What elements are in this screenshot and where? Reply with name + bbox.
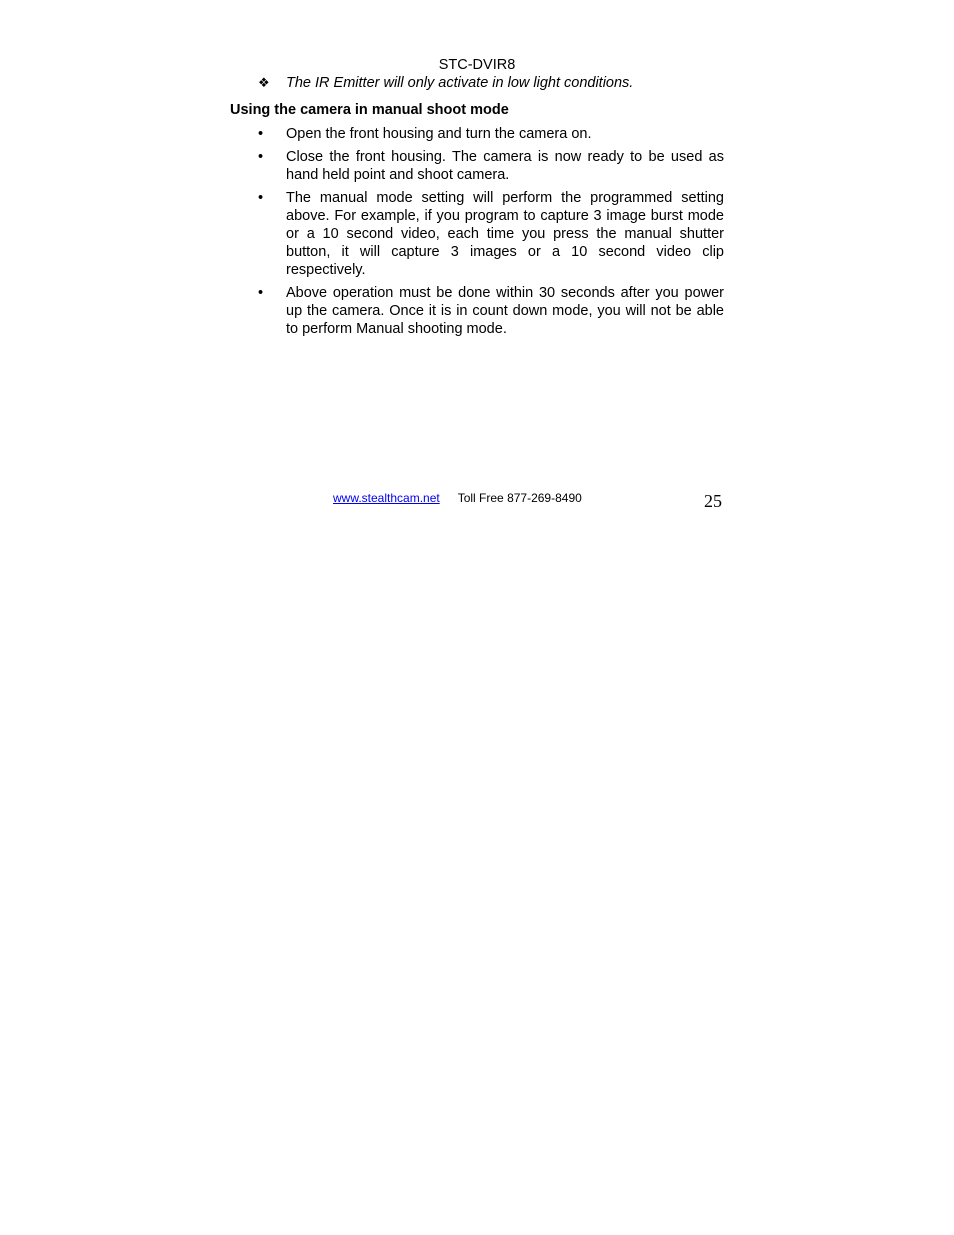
bullet-icon: • <box>258 285 264 301</box>
bullet-icon: • <box>258 190 264 206</box>
page-number: 25 <box>704 491 722 511</box>
page-footer <box>333 490 582 506</box>
list-item <box>258 284 724 338</box>
diamond-bullet-icon: ❖ <box>258 75 270 90</box>
section-title: Using the camera in manual shoot mode <box>230 102 509 118</box>
list-item-text: The manual mode setting will perform the programmed setting above. For example, if you program to capture 3 image burst mode or a 10 second video, each time you press the manual shutter button, it will capture 3 images or a 10 second video clip respectively. <box>286 190 724 278</box>
manual-shoot-steps <box>258 125 724 343</box>
list-item <box>258 189 724 279</box>
bullet-icon: • <box>258 126 264 142</box>
page-header: STC-DVIR8 <box>438 57 516 73</box>
website-link[interactable]: www.stealthcam.net <box>333 491 440 505</box>
note-text: The IR Emitter will only activate in low light conditions. <box>286 75 634 91</box>
list-item <box>258 125 724 143</box>
list-item-text: Open the front housing and turn the camera on. <box>286 126 592 142</box>
list-item-text: Close the front housing. The camera is now ready to be used as hand held point and shoot camera. <box>286 149 724 183</box>
toll-free-number: Toll Free 877-269-8490 <box>457 491 582 505</box>
ir-emitter-note <box>258 74 633 92</box>
bullet-icon: • <box>258 149 264 165</box>
list-item-text: Above operation must be done within 30 seconds after you power up the camera. Once it is in count down mode, you will not be able to perform Manual shooting mode. <box>286 285 724 337</box>
list-item <box>258 148 724 184</box>
